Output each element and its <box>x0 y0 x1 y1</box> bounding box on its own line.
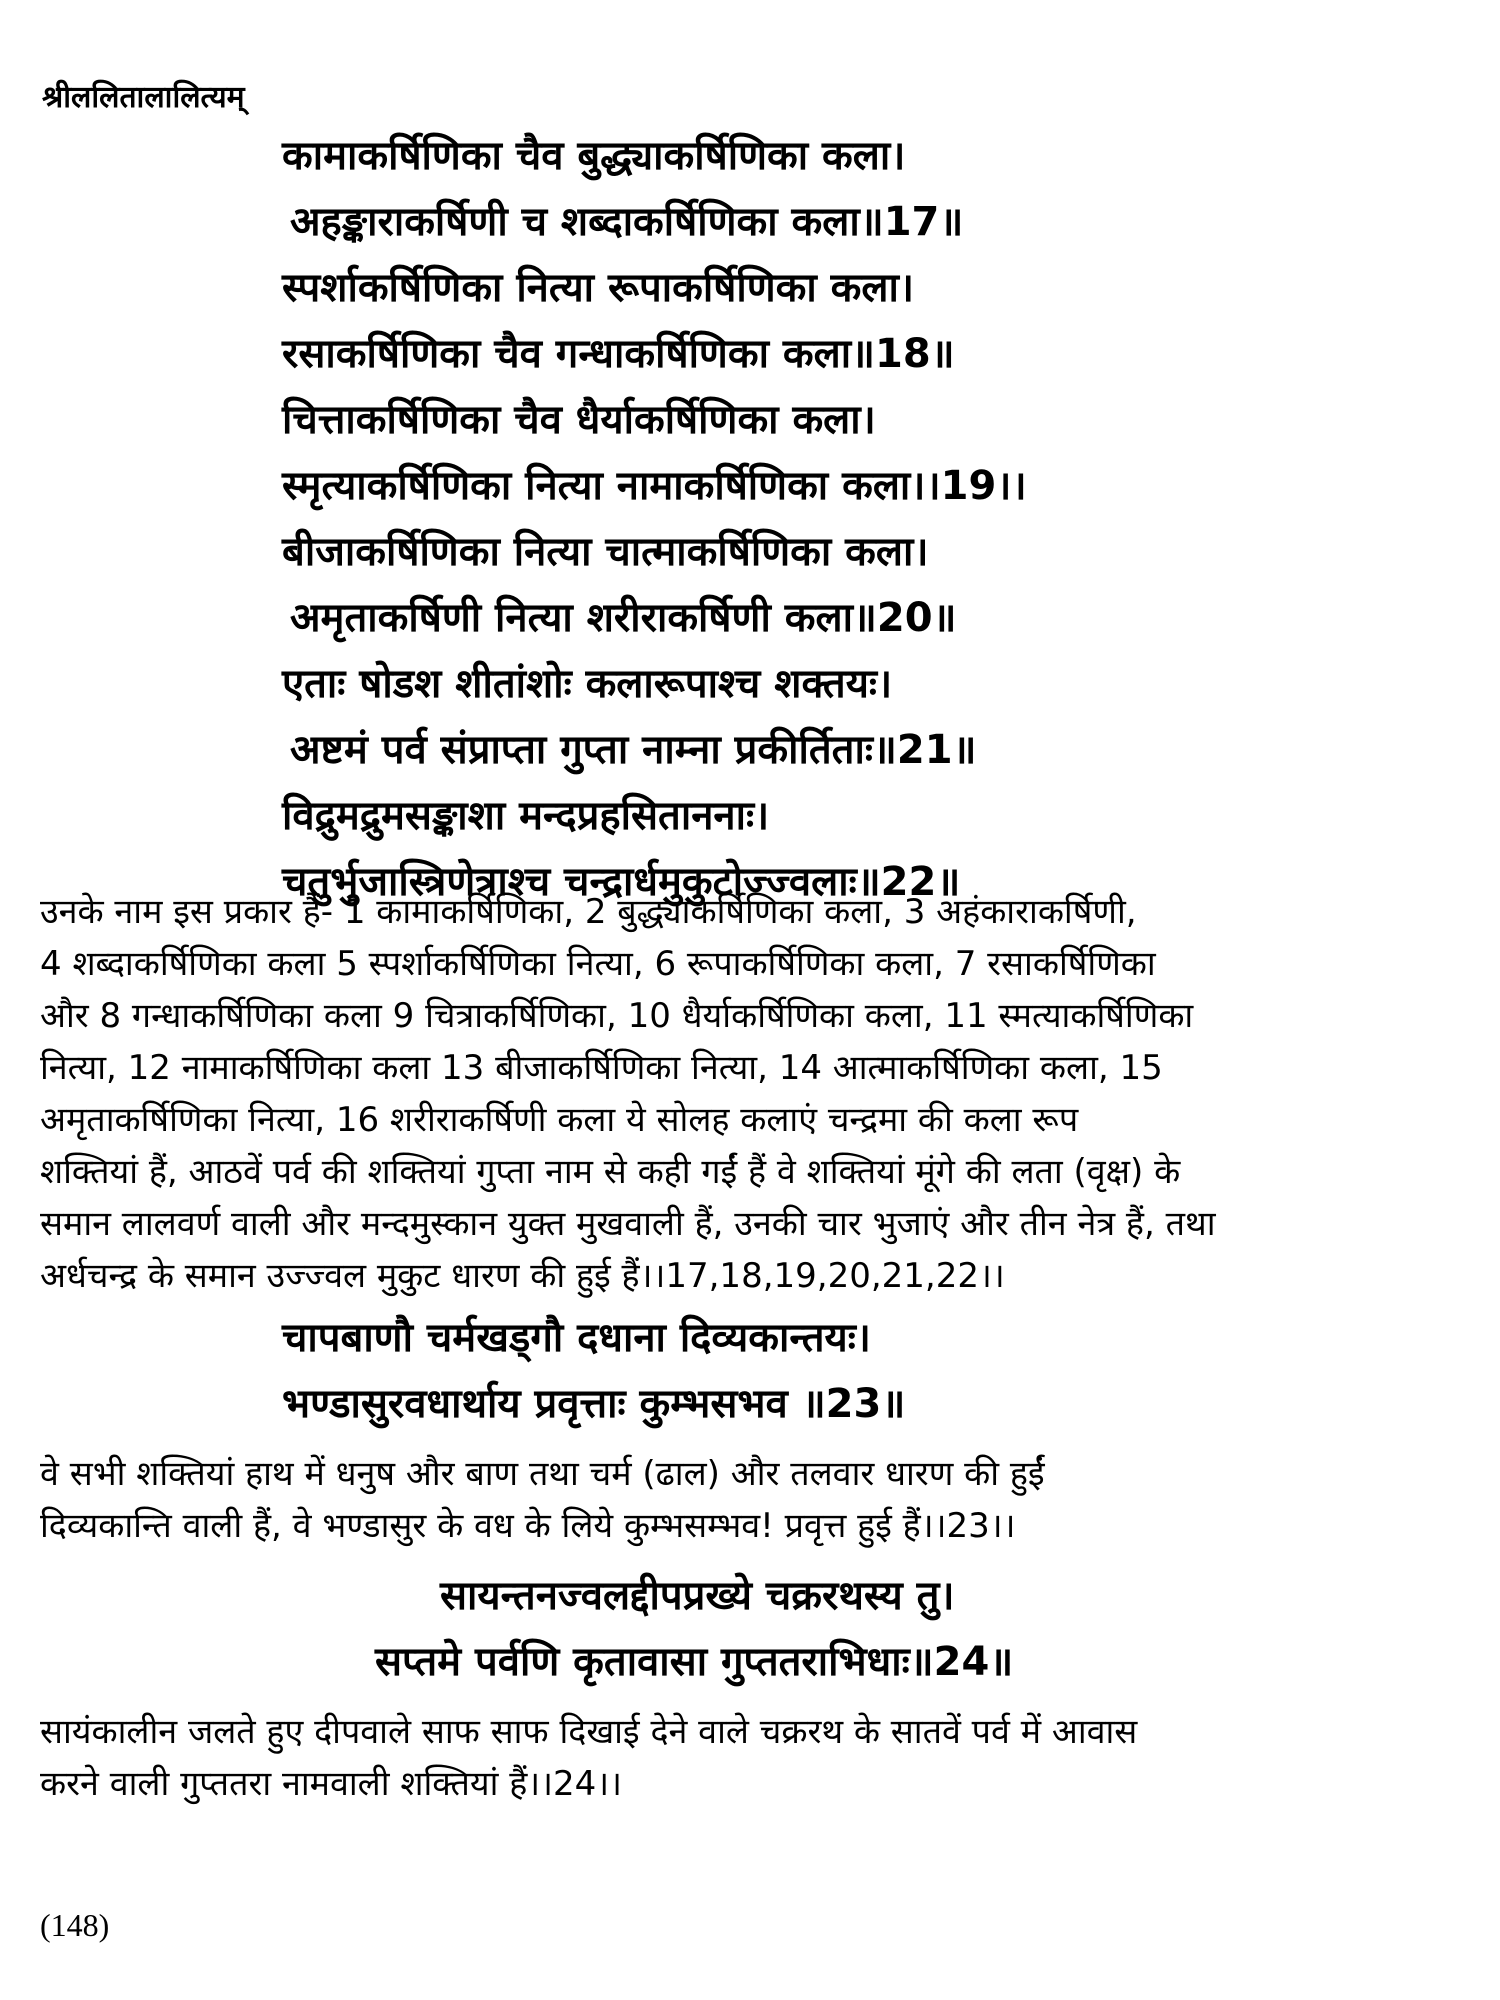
prose-line: करने वाली गुप्ततरा नामवाली शक्तियां हैं।।24।। <box>40 1764 623 1804</box>
verse-block-2 <box>0 1305 1500 1437</box>
verse-line: एताः षोडश शीतांशोः कलारूपाश्च शक्तयः। <box>282 661 893 707</box>
prose-line: अर्धचन्द्र के समान उज्ज्वल मुकुट धारण की हुई हैं।।17,18,19,20,21,22।। <box>40 1256 1005 1296</box>
verse-line: भण्डासुरवधार्थाय प्रवृत्ताः कुम्भसभव ॥23॥ <box>282 1381 906 1427</box>
verse-line: अष्टमं पर्व संप्राप्ता गुप्ता नाम्ना प्रकीर्तिताः॥21॥ <box>290 727 977 773</box>
commentary-paragraph-1 <box>40 886 1465 1302</box>
commentary-paragraph-2 <box>40 1448 1465 1552</box>
verse-line: सप्तमे पर्वणि कृतावासा गुप्ततराभिधाः॥24॥ <box>375 1639 1014 1685</box>
verse-line: स्मृत्याकर्षिणिका नित्या नामाकर्षिणिका कला।।19।। <box>282 463 1027 509</box>
running-title: श्रीललितालालित्यम् <box>42 80 245 115</box>
prose-line: वे सभी शक्तियां हाथ में धनुष और बाण तथा चर्म (ढाल) और तलवार धारण की हुईं <box>40 1454 1045 1494</box>
verse-line: चतुर्भुजास्त्रिणेत्राश्च चन्द्रार्धमुकुटोज्ज्वलाः॥22॥ <box>282 859 961 905</box>
verse-line: चापबाणौ चर्मखड्गौ दधाना दिव्यकान्तयः। <box>282 1315 871 1361</box>
prose-line: अमृताकर्षिणिका नित्या, 16 शरीराकर्षिणी कला ये सोलह कलाएं चन्द्रमा की कला रूप <box>40 1100 1079 1140</box>
commentary-paragraph-3 <box>40 1706 1465 1810</box>
verse-line: अहङ्काराकर्षिणी च शब्दाकर्षिणिका कला॥17॥ <box>290 199 964 245</box>
prose-line: शक्तियां हैं, आठवें पर्व की शक्तियां गुप्ता नाम से कही गईं हैं वे शक्तियां मूंगे की लता (वृक्ष) के <box>40 1152 1181 1192</box>
prose-line: समान लालवर्ण वाली और मन्दमुस्कान युक्त मुखवाली हैं, उनकी चार भुजाएं और तीन नेत्र हैं, तथा <box>40 1204 1216 1244</box>
prose-line: उनके नाम इस प्रकार हैं- 1 कामाकर्षिणिका, 2 बुद्ध्याकर्षिणिका कला, 3 अहंकाराकर्षिणी, <box>40 892 1137 932</box>
verse-line: बीजाकर्षिणिका नित्या चात्माकर्षिणिका कला। <box>282 529 929 575</box>
prose-line: 4 शब्दाकर्षिणिका कला 5 स्पर्शाकर्षिणिका नित्या, 6 रूपाकर्षिणिका कला, 7 रसाकर्षिणिका <box>40 944 1156 984</box>
verse-line: विद्रुमद्रुमसङ्काशा मन्दप्रहसिताननाः। <box>282 793 770 839</box>
prose-line: दिव्यकान्ति वाली हैं, वे भण्डासुर के वध के लिये कुम्भसम्भव! प्रवृत्त हुई हैं।।23।। <box>40 1506 1016 1546</box>
verse-line: सायन्तनज्वलद्दीपप्रख्ये चक्ररथस्य तु। <box>440 1573 955 1619</box>
verse-line: कामाकर्षिणिका चैव बुद्ध्याकर्षिणिका कला। <box>282 133 906 179</box>
verse-line: अमृताकर्षिणी नित्या शरीराकर्षिणी कला॥20॥ <box>290 595 957 641</box>
prose-line: और 8 गन्धाकर्षिणिका कला 9 चित्राकर्षिणिका, 10 धैर्याकर्षिणिका कला, 11 स्मत्याकर्षिणिका <box>40 996 1194 1036</box>
prose-line: सायंकालीन जलते हुए दीपवाले साफ साफ दिखाई देने वाले चक्ररथ के सातवें पर्व में आवास <box>40 1712 1138 1752</box>
page-number: (148) <box>40 1907 110 1943</box>
prose-line: नित्या, 12 नामाकर्षिणिका कला 13 बीजाकर्षिणिका नित्या, 14 आत्माकर्षिणिका कला, 15 <box>40 1048 1163 1088</box>
verse-block-3 <box>0 1563 1500 1695</box>
verse-line: रसाकर्षिणिका चैव गन्धाकर्षिणिका कला॥18॥ <box>282 331 955 377</box>
verse-line: चित्ताकर्षिणिका चैव धैर्याकर्षिणिका कला। <box>282 397 876 443</box>
verse-line: स्पर्शाकर्षिणिका नित्या रूपाकर्षिणिका कला। <box>282 265 914 311</box>
verse-block-1 <box>0 123 1500 915</box>
